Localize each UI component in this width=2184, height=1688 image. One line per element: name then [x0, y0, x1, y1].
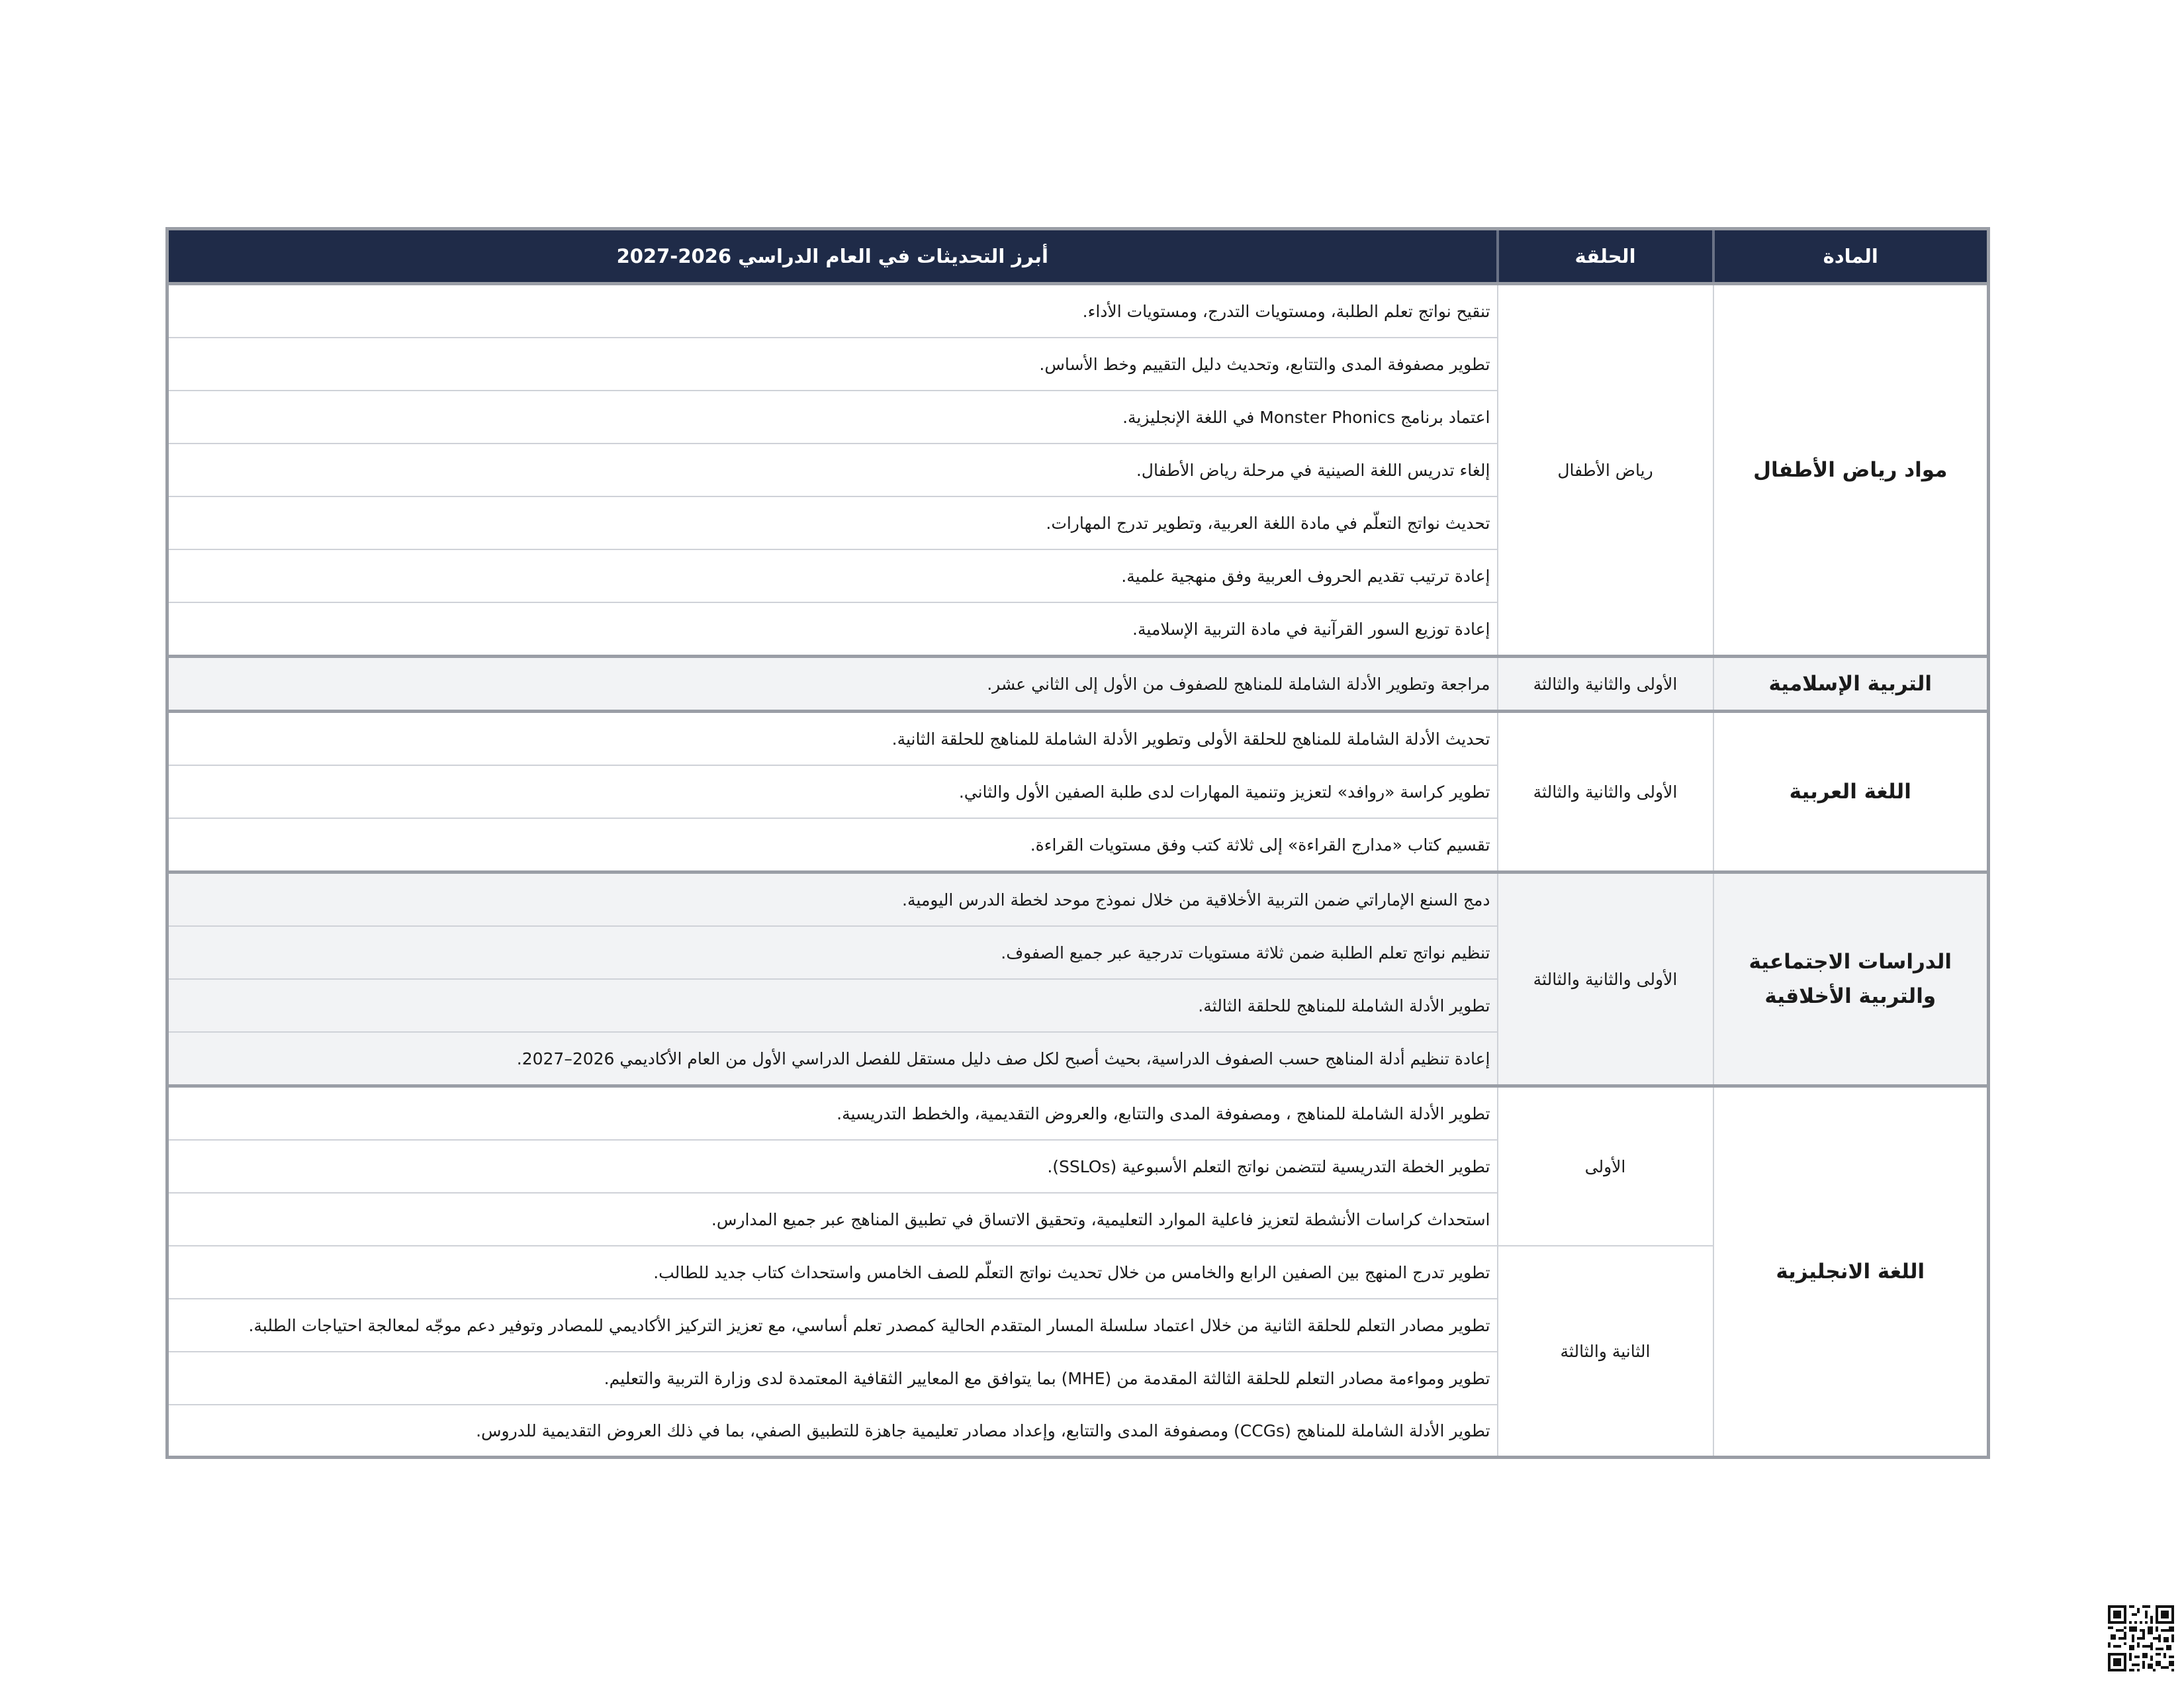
table-row	[167, 872, 1989, 927]
table-header-row	[167, 229, 1989, 284]
table-row	[167, 1086, 1989, 1141]
header-updates: أبرز التحديثات في العام الدراسي 2026-2027	[167, 229, 1498, 284]
cycle-cell: الثانية والثالثة	[1498, 1246, 1713, 1458]
cycle-cell: الأولى والثانية والثالثة	[1498, 712, 1713, 872]
header-subject: المادة	[1713, 229, 1989, 284]
qr-code-icon	[2108, 1605, 2174, 1671]
update-cell: تنقيح نواتج تعلم الطلبة، ومستويات التدرج، ومستويات الأداء.	[167, 284, 1498, 338]
update-cell: تطوير الأدلة الشاملة للمناهج للحلقة الثالثة.	[167, 979, 1498, 1032]
subject-cell: اللغة العربية	[1713, 712, 1989, 872]
update-cell: اعتماد برنامج Monster Phonics في اللغة الإنجليزية.	[167, 391, 1498, 444]
update-cell: استحداث كراسات الأنشطة لتعزيز فاعلية الموارد التعليمية، وتحقيق الاتساق في تطبيق المناهج عبر جميع المدارس.	[167, 1193, 1498, 1246]
update-cell: تطوير ومواءمة مصادر التعلم للحلقة الثالثة المقدمة من (MHE) بما يتوافق مع المعايير الثقافية المعتمدة لدى وزارة التربية والتعليم.	[167, 1352, 1498, 1405]
update-cell: مراجعة وتطوير الأدلة الشاملة للمناهج للصفوف من الأول إلى الثاني عشر.	[167, 657, 1498, 712]
update-cell: تطوير الخطة التدريسية لتتضمن نواتج التعلم الأسبوعية (SSLOs).	[167, 1140, 1498, 1193]
cycle-cell: الأولى والثانية والثالثة	[1498, 872, 1713, 1086]
cycle-cell: الأولى	[1498, 1086, 1713, 1246]
subject-cell: اللغة الانجليزية	[1713, 1086, 1989, 1458]
subject-cell: الدراسات الاجتماعية والتربية الأخلاقية	[1713, 872, 1989, 1086]
update-cell: إعادة ترتيب تقديم الحروف العربية وفق منهجية علمية.	[167, 549, 1498, 602]
update-cell: تنظيم نواتج تعلم الطلبة ضمن ثلاثة مستويات تدرجية عبر جميع الصفوف.	[167, 926, 1498, 979]
curriculum-updates-table	[165, 227, 1990, 1459]
update-cell: تطوير مصادر التعلم للحلقة الثانية من خلال اعتماد سلسلة المسار المتقدم الحالية كمصدر تعلم أساسي، مع تعزيز التركيز الأكاديمي للمصادر وتوفير دعم موجّه لمعالجة احتياجات الطلبة.	[167, 1299, 1498, 1352]
update-cell: تحديث نواتج التعلّم في مادة اللغة العربية، وتطوير تدرج المهارات.	[167, 496, 1498, 549]
update-cell: تطوير كراسة «روافد» لتعزيز وتنمية المهارات لدى طلبة الصفين الأول والثاني.	[167, 765, 1498, 818]
update-cell: تطوير مصفوفة المدى والتتابع، وتحديث دليل التقييم وخط الأساس.	[167, 338, 1498, 391]
header-cycle: الحلقة	[1498, 229, 1713, 284]
update-cell: تحديث الأدلة الشاملة للمناهج للحلقة الأولى وتطوير الأدلة الشاملة للمناهج للحلقة الثانية.	[167, 712, 1498, 766]
update-cell: تقسيم كتاب «مدارج القراءة» إلى ثلاثة كتب وفق مستويات القراءة.	[167, 818, 1498, 872]
update-cell: إعادة توزيع السور القرآنية في مادة التربية الإسلامية.	[167, 602, 1498, 657]
table-row	[167, 712, 1989, 766]
update-cell: تطوير الأدلة الشاملة للمناهج ، ومصفوفة المدى والتتابع، والعروض التقديمية، والخطط التدريسية.	[167, 1086, 1498, 1141]
table-row	[167, 284, 1989, 338]
update-cell: إعادة تنظيم أدلة المناهج حسب الصفوف الدراسية، بحيث أصبح لكل صف دليل مستقل للفصل الدراسي الأول من العام الأكاديمي 2026–2027.	[167, 1032, 1498, 1086]
cycle-cell: الأولى والثانية والثالثة	[1498, 657, 1713, 712]
subject-cell: مواد رياض الأطفال	[1713, 284, 1989, 657]
update-cell: دمج السنع الإماراتي ضمن التربية الأخلاقية من خلال نموذج موحد لخطة الدرس اليومية.	[167, 872, 1498, 927]
table-row	[167, 657, 1989, 712]
subject-cell: التربية الإسلامية	[1713, 657, 1989, 712]
update-cell: تطوير الأدلة الشاملة للمناهج (CCGs) ومصفوفة المدى والتتابع، وإعداد مصادر تعليمية جاهزة للتطبيق الصفي، بما في ذلك العروض التقديمية للدروس.	[167, 1405, 1498, 1458]
cycle-cell: رياض الأطفال	[1498, 284, 1713, 657]
update-cell: تطوير تدرج المنهج بين الصفين الرابع والخامس من خلال تحديث نواتج التعلّم للصف الخامس واستحداث كتاب جديد للطالب.	[167, 1246, 1498, 1299]
update-cell: إلغاء تدريس اللغة الصينية في مرحلة رياض الأطفال.	[167, 444, 1498, 496]
